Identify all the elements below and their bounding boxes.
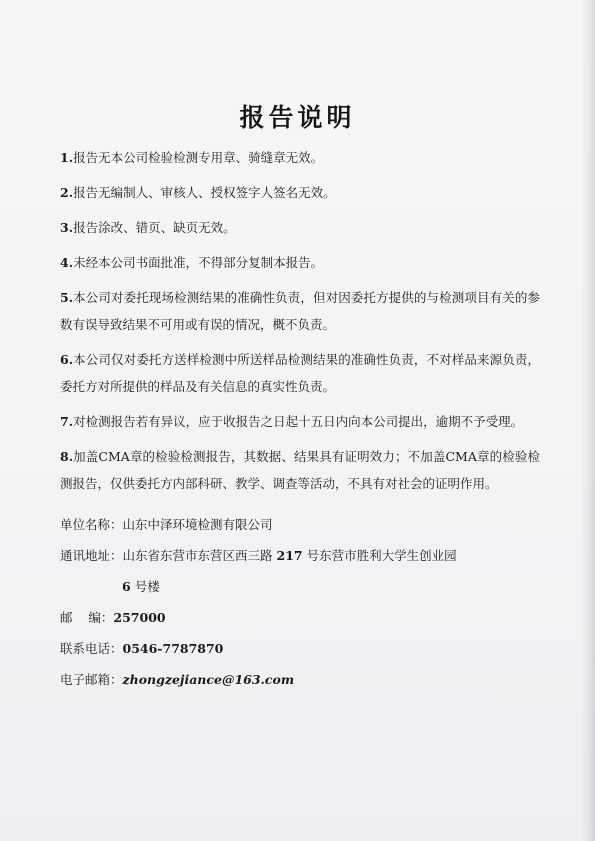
note-text: 报告无本公司检验检测专用章、骑缝章无效。 bbox=[73, 150, 324, 165]
phone-row bbox=[60, 639, 540, 658]
note-number: 1. bbox=[60, 150, 74, 165]
address-row bbox=[60, 546, 540, 565]
note-number: 7. bbox=[60, 414, 74, 429]
note-item-1 bbox=[60, 144, 540, 171]
postcode-label: 邮 编： bbox=[60, 610, 114, 625]
note-number: 2. bbox=[60, 185, 74, 200]
postcode-row bbox=[60, 608, 540, 627]
note-number: 4. bbox=[60, 255, 74, 270]
address-label: 通讯地址： bbox=[60, 548, 123, 563]
note-item-2 bbox=[60, 179, 540, 206]
note-item-4 bbox=[60, 249, 540, 276]
phone-value: 0546-7787870 bbox=[122, 641, 224, 656]
company-name: 山东中泽环境检测有限公司 bbox=[122, 517, 273, 532]
note-text: 对检测报告若有异议，应于收报告之日起十五日内向本公司提出，逾期不予受理。 bbox=[73, 414, 524, 429]
note-text: 本公司仅对委托方送样检测中所送样品检测结果的准确性负责，不对样品来源负责，委托方对所提供的样品及有关信息的真实性负责。 bbox=[60, 352, 540, 394]
company-label: 单位名称： bbox=[60, 517, 123, 532]
note-text: 加盖CMA章的检验检测报告，其数据、结果具有证明效力；不加盖CMA章的检验检测报告，仅供委托方内部科研、教学、调查等活动，不具有对社会的证明作用。 bbox=[60, 449, 540, 491]
note-number: 5. bbox=[60, 290, 74, 305]
address-street-number: 217 bbox=[276, 548, 303, 563]
email-row bbox=[60, 670, 540, 689]
address-part1: 山东省东营市东营区西三路 bbox=[122, 548, 273, 563]
note-item-5 bbox=[60, 284, 540, 338]
note-text: 未经本公司书面批准，不得部分复制本报告。 bbox=[73, 255, 324, 270]
notes-list bbox=[60, 144, 540, 505]
note-text: 报告无编制人、审核人、授权签字人签名无效。 bbox=[73, 185, 336, 200]
contact-info bbox=[60, 515, 540, 701]
address-part2: 号东营市胜利大学生创业园 bbox=[306, 548, 457, 563]
postcode-value: 257000 bbox=[113, 610, 166, 625]
note-item-3 bbox=[60, 214, 540, 241]
note-text: 报告涂改、错页、缺页无效。 bbox=[73, 220, 236, 235]
building-number: 6 bbox=[122, 579, 131, 594]
note-text: 本公司对委托现场检测结果的准确性负责，但对因委托方提供的与检测项目有关的参数有误导致结果不可用或有误的情况，概不负责。 bbox=[60, 290, 540, 332]
note-number: 8. bbox=[60, 449, 74, 464]
note-number: 3. bbox=[60, 220, 74, 235]
address-row-continued bbox=[60, 577, 540, 596]
company-row bbox=[60, 515, 540, 534]
note-number: 6. bbox=[60, 352, 74, 367]
note-item-7 bbox=[60, 408, 540, 435]
building-text: 号楼 bbox=[134, 579, 160, 594]
email-value: zhongzejiance@163.com bbox=[122, 672, 295, 687]
note-item-8 bbox=[60, 443, 540, 497]
email-label: 电子邮箱： bbox=[60, 672, 123, 687]
page-title: 报告说明 bbox=[239, 103, 356, 132]
phone-label: 联系电话： bbox=[60, 641, 123, 656]
note-item-6 bbox=[60, 346, 540, 400]
